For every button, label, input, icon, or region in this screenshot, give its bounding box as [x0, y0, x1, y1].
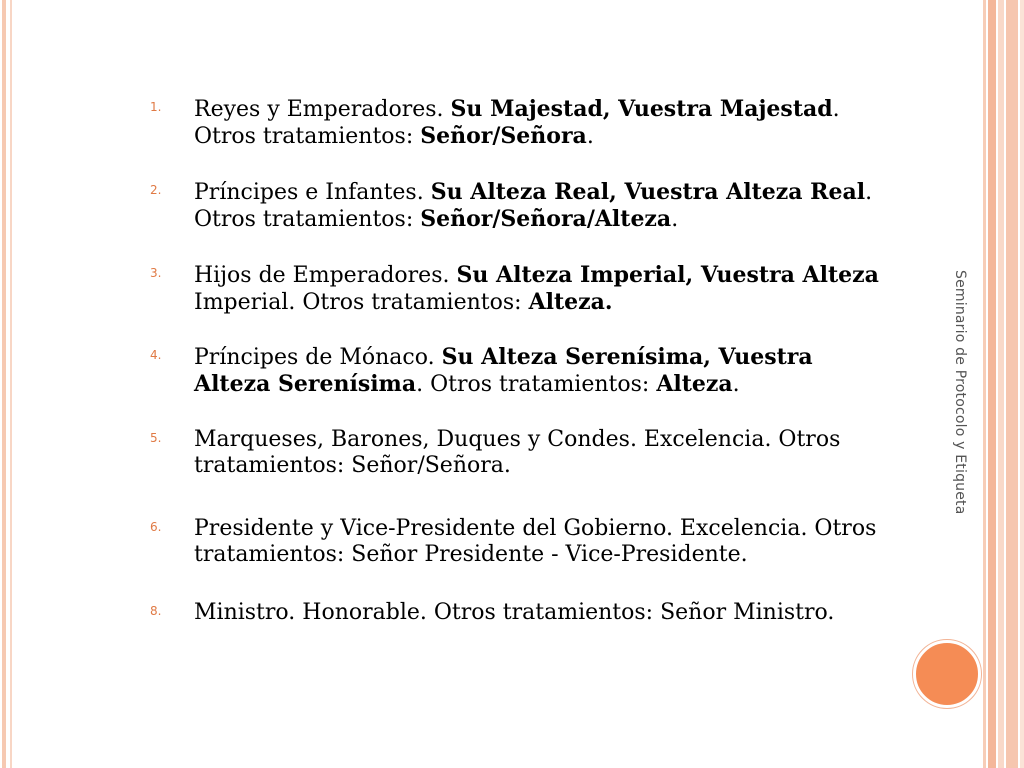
right-stripe-4 — [1006, 0, 1018, 768]
item-text: Presidente y Vice-Presidente del Gobierno. Excelencia. Otros tratamientos: Señor Presidente - Vice-Presidente. — [194, 516, 877, 567]
item-text: Reyes y Emperadores. Su Majestad, Vuestra Majestad. Otros tratamientos: Señor/Señora. — [194, 96, 840, 149]
item-text: Príncipes de Mónaco. Su Alteza Serenísima, Vuestra Alteza Serenísima. Otros tratamientos: Alteza. — [194, 344, 813, 397]
right-stripe-2 — [988, 0, 996, 768]
item-number: 8. — [150, 604, 162, 618]
right-stripe-1 — [983, 0, 986, 768]
item-number: 3. — [150, 266, 162, 280]
item-text: Hijos de Emperadores. Su Alteza Imperial, Vuestra Alteza Imperial. Otros tratamientos: Alteza. — [194, 262, 879, 315]
item-text: Príncipes e Infantes. Su Alteza Real, Vuestra Alteza Real. Otros tratamientos: Señor/Señora/Alteza. — [194, 179, 873, 232]
item-number: 5. — [150, 431, 162, 445]
left-border-line — [2, 0, 6, 768]
item-text: Marqueses, Barones, Duques y Condes. Excelencia. Otros tratamientos: Señor/Señora. — [194, 427, 841, 478]
left-border-line-thin — [10, 0, 12, 768]
right-stripe-3 — [998, 0, 1004, 768]
item-text: Ministro. Honorable. Otros tratamientos: Señor Ministro. — [194, 600, 835, 625]
decorative-orange-circle — [913, 640, 981, 708]
item-number: 1. — [150, 100, 162, 114]
right-stripe-5 — [1020, 0, 1024, 768]
item-number: 2. — [150, 183, 162, 197]
item-number: 6. — [150, 520, 162, 534]
vertical-footer-text: Seminario de Protocolo y Etiqueta — [952, 270, 968, 515]
item-number: 4. — [150, 348, 162, 362]
